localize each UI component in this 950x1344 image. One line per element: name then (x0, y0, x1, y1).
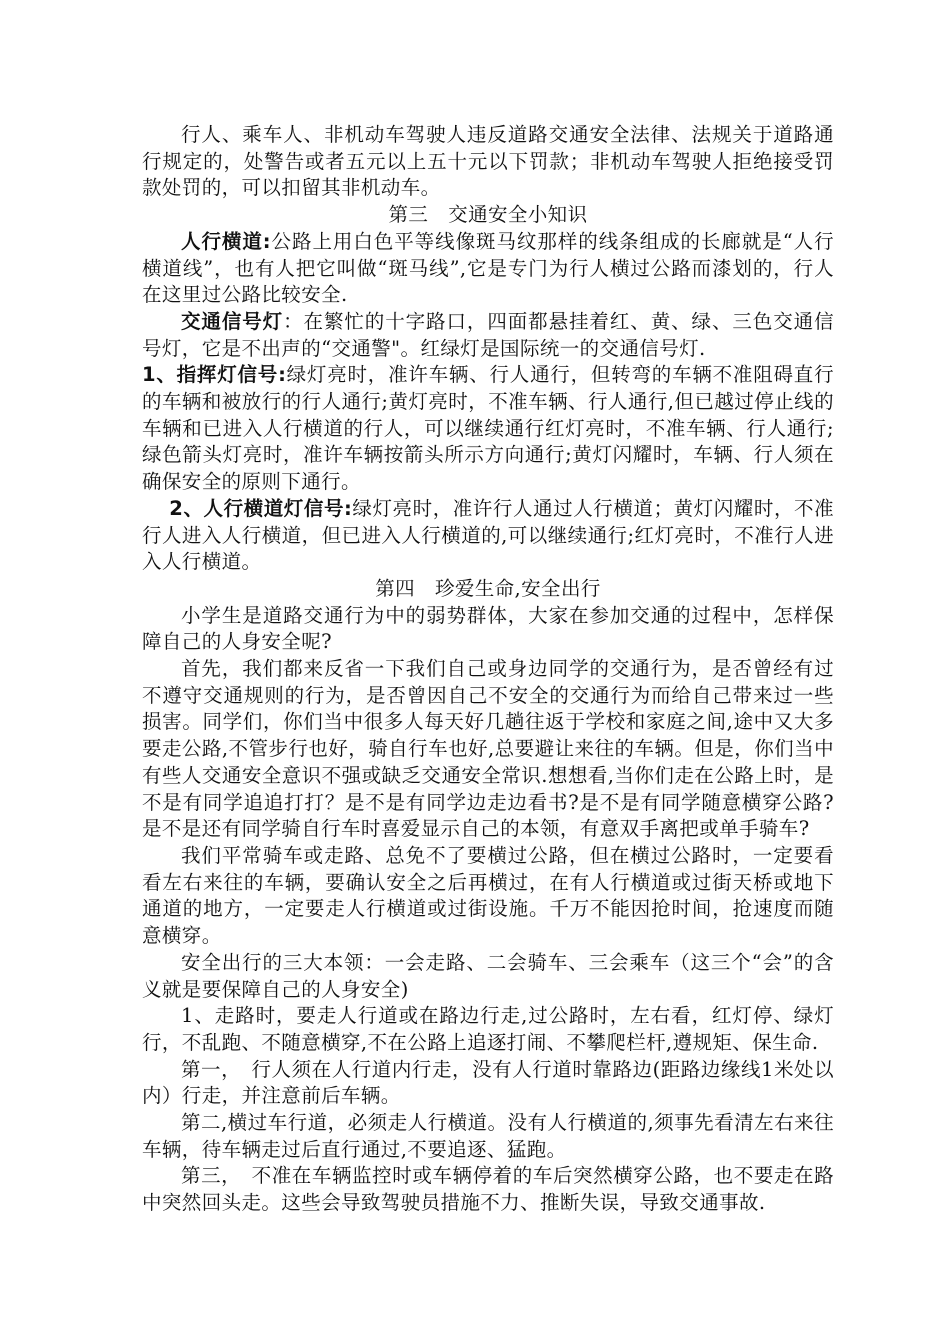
paragraph-intro-question: 小学生是道路交通行为中的弱势群体，大家在参加交通的过程中，怎样保障自己的人身安全呢? (142, 603, 834, 654)
paragraph-rule-1: 第一， 行人须在人行道内行走，没有人行道时靠路边(距路边缘线1米处以内）行走，并注意前后车辆。 (142, 1057, 834, 1108)
paragraph-penalty: 行人、乘车人、非机动车驾驶人违反道路交通安全法律、法规关于道路通行规定的，处警告或者五元以上五十元以下罚款；非机动车驾驶人拒绝接受罚款处罚的，可以扣留其非机动车。 (142, 123, 834, 200)
document-body (142, 122, 834, 1217)
paragraph-reflection: 首先，我们都来反省一下我们自己或身边同学的交通行为，是否曾经有过不遵守交通规则的行为，是否曾因自己不安全的交通行为而给自己带来过一些损害。同学们，你们当中很多人每天好几趟往返于学校和家庭之间,途中又大多要走公路,不管步行也好，骑自行车也好,总要避让来往的车辆。但是，你们当中有些人交通安全意识不强或缺乏交通安全常识.想想看,当你们走在公路上时，是不是有同学追追打打？是不是有同学边走边看书?是不是有同学随意横穿公路?是不是还有同学骑自行车时喜爱显示自己的本领，有意双手离把或单手骑车? (142, 657, 834, 841)
paragraph-crossing-road: 我们平常骑车或走路、总免不了要横过公路，但在横过公路时，一定要看看左右来往的车辆，要确认安全之后再横过，在有人行横道或过街天桥或地下通道的地方，一定要走人行横道或过街设施。千万不能因抢时间，抢速度而随意横穿。 (142, 843, 834, 948)
paragraph-rule-2: 第二,横过车行道，必须走人行横道。没有人行横道的,须事先看清左右来往车辆，待车辆走过后直行通过,不要追逐、猛跑。 (142, 1111, 834, 1161)
term-crosswalk: 人行横道: (181, 229, 271, 253)
term-traffic-light: 交通信号灯 (181, 309, 284, 333)
paragraph-command-signal-text: 绿灯亮时，准许车辆、行人通行，但转弯的车辆不准阻碍直行的车辆和被放行的行人通行;黄灯亮时，不准车辆、行人通行,但已越过停止线的车辆和已进入人行横道的行人，可以继续通行红灯亮时，不准车辆、行人通行;绿色箭头灯亮时，准许车辆按箭头所示方向通行;黄灯闪耀时，车辆、行人须在确保安全的原则下通行。 (142, 363, 834, 494)
paragraph-rule-3: 第三， 不准在车辆监控时或车辆停着的车后突然横穿公路，也不要走在路中突然回头走。这些会导致驾驶员措施不力、推断失误，导致交通事故. (142, 1164, 834, 1215)
term-command-signal: 1、指挥灯信号: (142, 363, 287, 387)
term-crosswalk-signal: 2、人行横道灯信号: (169, 496, 353, 520)
paragraph-crosswalk-text: 公路上用白色平等线像斑马纹那样的线条组成的长廊就是“人行横道线”，也有人把它叫做“斑马线”,它是专门为行人横过公路而漆划的，行人在这里过公路比较安全. (142, 229, 834, 307)
section-heading-4: 第四 珍爱生命,安全出行 (375, 576, 601, 600)
paragraph-command-signal (142, 362, 834, 496)
paragraph-traffic-light-text: ：在繁忙的十字路口，四面都悬挂着红、黄、绿、三色交通信号灯，它是不出声的“交通警"。红绿灯是国际统一的交通信号灯. (142, 309, 834, 360)
paragraph-crosswalk (142, 229, 834, 309)
paragraph-traffic-light (142, 309, 834, 362)
section-heading-3: 第三 交通安全小知识 (388, 203, 588, 227)
paragraph-crosswalk-signal (142, 496, 834, 576)
paragraph-three-skills: 安全出行的三大本领：一会走路、二会骑车、三会乘车（这三个“会”的含义就是要保障自己的人身安全) (142, 950, 834, 1001)
paragraph-crosswalk-signal-text: 绿灯亮时，准许行人通过人行横道；黄灯闪耀时，不准行人进入人行横道，但已进入人行横道的,可以继续通行;红灯亮时，不准行人进入人行横道。 (142, 496, 834, 574)
paragraph-walking: 1、走路时，要走人行道或在路边行走,过公路时，左右看，红灯停、绿灯行，不乱跑、不随意横穿,不在公路上追逐打闹、不攀爬栏杆,遵规矩、保生命. (142, 1004, 834, 1054)
